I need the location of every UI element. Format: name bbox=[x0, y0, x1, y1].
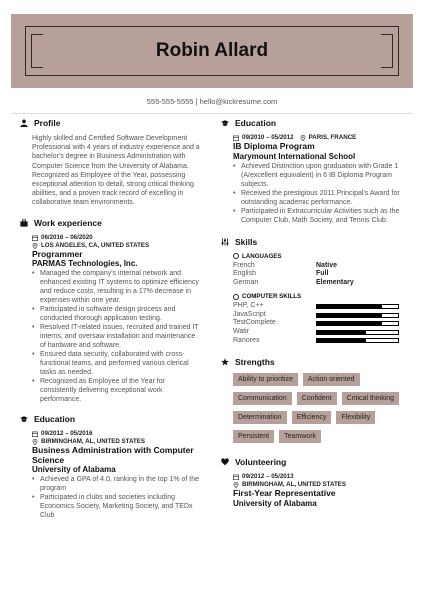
languages-subheading bbox=[221, 253, 409, 260]
strength-tags bbox=[221, 373, 409, 443]
work-heading bbox=[20, 218, 202, 228]
computer-skill-row bbox=[221, 337, 409, 346]
language-name: English bbox=[233, 270, 256, 278]
language-level: Full bbox=[316, 270, 329, 278]
strength-tag: Ability to prioritize bbox=[233, 373, 298, 386]
list-item: • Recognized as Employee of the Year for consistently delivering exceptional work performance. bbox=[32, 377, 202, 404]
computer-skill-row bbox=[221, 302, 409, 311]
computer-skill-name: Watir bbox=[233, 328, 250, 336]
strength-tag: Teamwork bbox=[279, 430, 321, 443]
volunteering-heading bbox=[221, 457, 409, 467]
edu-location-text: BIRMINGHAM, AL, UNITED STATES bbox=[41, 438, 146, 446]
skill-level-fill bbox=[317, 314, 382, 317]
profile-text: Highly skilled and Certified Software Development Professional with 4 years of industry experience and a bachelor's degree in Business Administration with Computer Science from the University of Alabama. Recognized as Employee of the Year, possessing exceptional attention to detail, strong critical thinking abilities, and a proven track record of excelling in collaborative team environments. bbox=[32, 135, 200, 207]
edu-school: University of Alabama bbox=[32, 465, 116, 475]
graduation-cap-icon bbox=[20, 415, 28, 423]
list-item: • Received the prestigious 2011 Principal's Award for outstanding academic performance. bbox=[233, 189, 409, 207]
right-column bbox=[221, 118, 409, 509]
circle-icon bbox=[233, 294, 239, 300]
contact-separator: | bbox=[195, 97, 198, 106]
ib-location-text: PARIS, FRANCE bbox=[308, 134, 357, 141]
list-item: • Participated in software design process and conducted thorough application testing. bbox=[32, 305, 202, 323]
briefcase-icon bbox=[20, 219, 28, 227]
strengths-title: Strengths bbox=[235, 357, 275, 368]
vol-dates bbox=[221, 473, 409, 481]
list-item: • Managed the company's internal network and enhanced existing IT systems to optimize efficiency and reduce costs, resulting in a 17% decrease in expenses within one year. bbox=[32, 269, 202, 305]
language-row bbox=[221, 262, 409, 271]
location-pin-icon bbox=[32, 243, 38, 249]
vol-org: University of Alabama bbox=[233, 498, 317, 508]
computer-skills-subheading bbox=[221, 293, 409, 300]
computer-skills-title: COMPUTER SKILLS bbox=[242, 293, 302, 301]
list-item: • Participated in clubs and societies including Economics Society, Marketing Society, and TEDx Club bbox=[32, 493, 202, 520]
edu-degree: Business Administration with Computer Science bbox=[32, 445, 194, 465]
skill-level-fill bbox=[317, 331, 366, 334]
computer-skill-name: Ranorex bbox=[233, 336, 260, 344]
list-item: • Ensured data security, collaborated with cross-functional teams, and performed various clerical tasks as needed. bbox=[32, 350, 202, 377]
strength-tag: Confident bbox=[297, 392, 337, 405]
vol-location-text: BIRMINGHAM, AL, UNITED STATES bbox=[242, 481, 347, 489]
strength-tag: Critical thinking bbox=[342, 392, 399, 405]
education-left-heading bbox=[20, 414, 202, 424]
star-icon bbox=[221, 358, 229, 366]
education-right-title: Education bbox=[235, 118, 277, 128]
calendar-icon bbox=[32, 431, 38, 437]
phone[interactable]: 555-555-5555 bbox=[146, 97, 194, 106]
edu-dates bbox=[20, 430, 202, 438]
skills-heading bbox=[221, 237, 409, 247]
strength-tag: Determination bbox=[233, 411, 287, 424]
strength-tag: Communication bbox=[233, 392, 292, 405]
email[interactable]: hello@kickresume.com bbox=[199, 97, 278, 106]
list-item: • Resolved IT-related issues, recruited and trained IT interns, and oversaw installation and maintenance of hardware and software. bbox=[32, 323, 202, 350]
skill-level-bar bbox=[316, 304, 399, 309]
calendar-icon bbox=[233, 474, 239, 480]
computer-skill-name: JavaScript bbox=[233, 310, 266, 318]
language-row bbox=[221, 279, 409, 288]
job-location-text: LOS ANGELES, CA, UNITED STATES bbox=[41, 241, 150, 249]
strength-tag: Persistent bbox=[233, 430, 274, 443]
ib-bullets bbox=[221, 162, 409, 225]
list-item: • Achieved Distinction upon graduation with Grade 1 (A/excellent equivalent) in 6 IB Diploma Program subjects. bbox=[233, 162, 409, 189]
job-bullets bbox=[20, 269, 202, 404]
calendar-icon bbox=[32, 235, 38, 241]
skill-level-bar bbox=[316, 330, 399, 335]
education-right-heading bbox=[221, 118, 409, 128]
left-column bbox=[20, 118, 202, 520]
header-banner bbox=[11, 14, 413, 88]
education-left-title: Education bbox=[34, 414, 76, 425]
heart-icon bbox=[221, 458, 229, 466]
language-name: German bbox=[233, 278, 259, 286]
skill-level-fill bbox=[317, 322, 382, 325]
job-dates bbox=[20, 234, 202, 242]
language-name: French bbox=[233, 261, 255, 269]
languages-title: LANGUAGES bbox=[242, 252, 282, 260]
ib-program: IB Diploma Program bbox=[233, 141, 315, 151]
skill-level-bar bbox=[316, 313, 399, 318]
list-item: • Achieved a GPA of 4.0, ranking in the top 1% of the program bbox=[32, 475, 202, 493]
graduation-cap-icon bbox=[221, 119, 229, 127]
person-icon bbox=[20, 119, 28, 127]
work-title: Work experience bbox=[34, 217, 102, 228]
strength-tag: Efficiency bbox=[292, 411, 332, 424]
computer-skill-row bbox=[221, 319, 409, 328]
header-divider bbox=[11, 113, 413, 114]
strengths-heading bbox=[221, 357, 409, 367]
edu-bullets bbox=[20, 475, 202, 520]
computer-skill-name: PHP, C++ bbox=[233, 302, 264, 310]
language-level: Elementary bbox=[316, 278, 354, 286]
list-item: • Participated in Extracurricular Activities such as the Computer Club, Math Society, and Tennis Club. bbox=[233, 207, 409, 225]
skill-level-fill bbox=[317, 339, 366, 342]
language-level: Native bbox=[316, 261, 338, 269]
ib-dates-text: 09/2010 – 05/2012 bbox=[242, 134, 294, 141]
contact-line bbox=[0, 97, 424, 106]
sliders-icon bbox=[221, 238, 229, 246]
language-row bbox=[221, 270, 409, 279]
vol-role: First-Year Representative bbox=[233, 488, 336, 499]
volunteering-title: Volunteering bbox=[235, 457, 287, 468]
edu-dates-text: 09/2012 – 05/2016 bbox=[41, 430, 93, 438]
strength-tag: Action oriented bbox=[303, 373, 360, 386]
strength-tag: Flexibility bbox=[336, 411, 375, 424]
skill-level-bar bbox=[316, 338, 399, 343]
vol-dates-text: 09/2012 – 05/2013 bbox=[242, 473, 294, 481]
computer-skill-row bbox=[221, 311, 409, 320]
profile-title: Profile bbox=[34, 118, 61, 128]
circle-icon bbox=[233, 253, 239, 259]
job-company: PARMAS Technologies, Inc. bbox=[32, 259, 138, 269]
job-role: Programmer bbox=[32, 248, 83, 259]
computer-skill-row bbox=[221, 328, 409, 337]
skills-title: Skills bbox=[235, 236, 258, 247]
profile-heading bbox=[20, 118, 202, 128]
skill-level-fill bbox=[317, 305, 382, 308]
ib-school: Marymount International School bbox=[233, 151, 356, 161]
job-dates-text: 06/2016 – 06/2020 bbox=[41, 233, 93, 241]
candidate-name: Robin Allard bbox=[155, 40, 269, 61]
skill-level-bar bbox=[316, 321, 399, 326]
computer-skill-name: TestComplete bbox=[233, 319, 276, 327]
